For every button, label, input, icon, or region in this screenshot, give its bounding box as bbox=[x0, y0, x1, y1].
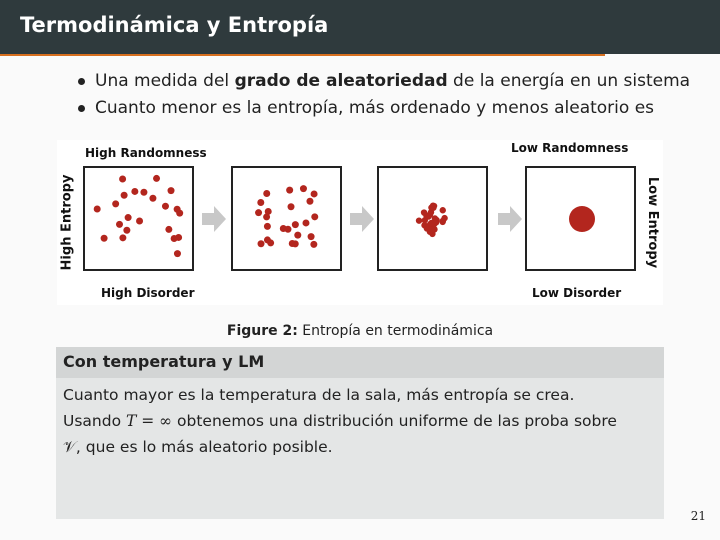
particle bbox=[284, 226, 291, 233]
particle bbox=[174, 250, 181, 257]
label-low-disorder: Low Disorder bbox=[532, 286, 622, 300]
math-symbol: 𝒱 bbox=[63, 438, 76, 456]
particle bbox=[310, 241, 317, 248]
block-title: Con temperatura y LM bbox=[56, 347, 664, 378]
bullet-text: Una medida del bbox=[95, 71, 235, 91]
particle bbox=[94, 205, 101, 212]
bullet-bold: grado de aleatoriedad bbox=[234, 71, 448, 91]
particle bbox=[136, 217, 143, 224]
particle bbox=[153, 175, 160, 182]
entropy-diagram bbox=[57, 140, 663, 305]
particle bbox=[119, 234, 126, 241]
page-number: 21 bbox=[690, 509, 706, 523]
particle bbox=[171, 235, 178, 242]
frame-title: Termodinámica y Entropía bbox=[20, 13, 329, 37]
particle bbox=[125, 214, 132, 221]
particle bbox=[131, 188, 138, 195]
particle bbox=[140, 189, 147, 196]
particle bbox=[257, 199, 264, 206]
particle bbox=[165, 226, 172, 233]
text: , que es lo más aleatorio posible. bbox=[75, 438, 333, 456]
theorem-block bbox=[56, 347, 664, 519]
particle bbox=[123, 227, 130, 234]
state-box bbox=[232, 167, 341, 270]
bullet-text: Cuanto menor es la entropía, más ordenado y menos aleatorio es bbox=[95, 98, 655, 118]
label-low-entropy: Low Entropy bbox=[645, 176, 661, 269]
particle bbox=[101, 235, 108, 242]
label-high-randomness: High Randomness bbox=[85, 146, 207, 160]
caption-label: Figure 2: bbox=[226, 323, 298, 339]
particle bbox=[431, 203, 437, 209]
particle bbox=[440, 207, 446, 213]
bullet-dot bbox=[78, 78, 85, 85]
bullet-text: de la energía en un sistema bbox=[447, 71, 691, 91]
entropy-figure bbox=[57, 140, 663, 305]
particle bbox=[267, 239, 274, 246]
particle bbox=[265, 208, 272, 215]
particle bbox=[294, 232, 301, 239]
particle bbox=[311, 213, 318, 220]
block-line-2 bbox=[63, 408, 657, 434]
particle bbox=[162, 203, 169, 210]
block-line-1: Cuanto mayor es la temperatura de la sala, más entropía se crea. bbox=[63, 386, 575, 404]
particle bbox=[424, 225, 430, 231]
math-expression: T = ∞ bbox=[126, 412, 173, 430]
arrow-icon bbox=[350, 206, 374, 232]
label-high-disorder: High Disorder bbox=[101, 286, 195, 300]
particle bbox=[569, 206, 595, 232]
label-low-randomness: Low Randomness bbox=[511, 141, 629, 155]
particle bbox=[416, 217, 422, 223]
particle bbox=[311, 190, 318, 197]
arrow-icon bbox=[202, 206, 226, 232]
particle bbox=[258, 240, 265, 247]
particle bbox=[300, 185, 307, 192]
particle bbox=[149, 195, 156, 202]
particle bbox=[292, 240, 299, 247]
bullet-dot bbox=[78, 105, 85, 112]
arrow-icon bbox=[498, 206, 522, 232]
particle bbox=[292, 221, 299, 228]
bullet-2 bbox=[78, 98, 654, 118]
particle bbox=[302, 219, 309, 226]
caption-text: Entropía en termodinámica bbox=[297, 323, 494, 339]
block-body bbox=[56, 378, 664, 464]
figure-caption bbox=[0, 323, 720, 339]
particle bbox=[112, 200, 119, 207]
particle bbox=[440, 218, 446, 224]
particle bbox=[288, 203, 295, 210]
title-rule bbox=[0, 54, 605, 56]
particle bbox=[116, 221, 123, 228]
particle bbox=[263, 190, 270, 197]
particle bbox=[286, 187, 293, 194]
particle bbox=[433, 217, 439, 223]
particle bbox=[255, 209, 262, 216]
bullet-1 bbox=[78, 71, 690, 91]
particle bbox=[121, 192, 128, 199]
text: Usando bbox=[63, 412, 126, 430]
particle bbox=[176, 210, 183, 217]
particle bbox=[168, 187, 175, 194]
label-high-entropy: High Entropy bbox=[59, 174, 75, 271]
text: obtenemos una distribución uniforme de las proba sobre bbox=[172, 412, 617, 430]
particle bbox=[425, 213, 431, 219]
particle bbox=[308, 233, 315, 240]
frame-title-bar bbox=[0, 0, 720, 54]
block-line-3 bbox=[63, 434, 657, 460]
particle bbox=[306, 198, 313, 205]
particle bbox=[264, 223, 271, 230]
particle bbox=[119, 175, 126, 182]
